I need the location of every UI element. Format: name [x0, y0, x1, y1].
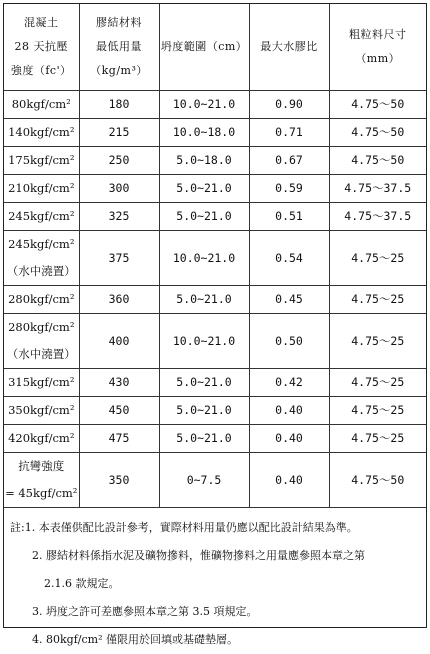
note-4: 4. 80kgf/cm² 僅限用於回填或基礎墊層。: [32, 632, 238, 646]
cell-slump: 5.0~21.0: [159, 368, 249, 396]
cell-wb-ratio: 0.40: [249, 452, 329, 507]
cell-aggregate: 4.75～25: [329, 396, 426, 424]
table-row: [4, 313, 426, 368]
cell-slump: 5.0~21.0: [159, 396, 249, 424]
cell-wb-ratio: 0.67: [249, 146, 329, 174]
table-row: [4, 368, 426, 396]
table-row: [4, 285, 426, 313]
table-row: [4, 90, 426, 118]
cell-aggregate: 4.75～25: [329, 313, 426, 368]
cell-slump: 10.0~21.0: [159, 313, 249, 368]
header-strength: 混凝土 28 天抗壓 強度（fc'）: [4, 4, 79, 90]
cell-aggregate: 4.75～50: [329, 146, 426, 174]
cell-binder: 250: [79, 146, 159, 174]
cell-binder: 450: [79, 396, 159, 424]
cell-wb-ratio: 0.42: [249, 368, 329, 396]
table-row: [4, 118, 426, 146]
cell-strength: 280kgf/cm² （水中澆置）: [4, 313, 79, 368]
cell-binder: 360: [79, 285, 159, 313]
table-row: [4, 174, 426, 202]
cell-aggregate: 4.75～50: [329, 452, 426, 507]
cell-wb-ratio: 0.71: [249, 118, 329, 146]
cell-aggregate: 4.75～25: [329, 285, 426, 313]
cell-binder: 375: [79, 230, 159, 285]
note-1: 註:1. 本表僅供配比設計參考，實際材料用量仍應以配比設計結果為準。: [10, 520, 358, 534]
cell-strength: 210kgf/cm²: [4, 174, 79, 202]
cell-aggregate: 4.75～25: [329, 368, 426, 396]
header-wb-ratio: 最大水膠比: [249, 4, 329, 90]
cell-slump: 5.0~18.0: [159, 146, 249, 174]
cell-binder: 180: [79, 90, 159, 118]
cell-binder: 215: [79, 118, 159, 146]
table-row: [4, 396, 426, 424]
cell-strength: 350kgf/cm²: [4, 396, 79, 424]
cell-wb-ratio: 0.50: [249, 313, 329, 368]
cell-aggregate: 4.75～25: [329, 424, 426, 452]
cell-strength: 315kgf/cm²: [4, 368, 79, 396]
cell-binder: 400: [79, 313, 159, 368]
cell-slump: 10.0~18.0: [159, 118, 249, 146]
cell-strength: 420kgf/cm²: [4, 424, 79, 452]
cell-strength: 245kgf/cm²: [4, 202, 79, 230]
spec-sheet: [3, 3, 427, 646]
concrete-mix-table: [4, 4, 426, 508]
cell-aggregate: 4.75～50: [329, 118, 426, 146]
table-body: [4, 90, 426, 507]
header-row: [4, 4, 426, 90]
cell-aggregate: 4.75～50: [329, 90, 426, 118]
note-3: 3. 坍度之許可差應參照本章之第 3.5 項規定。: [32, 604, 258, 618]
header-aggregate: 粗粒料尺寸 （mm）: [329, 4, 426, 90]
cell-binder: 430: [79, 368, 159, 396]
cell-wb-ratio: 0.45: [249, 285, 329, 313]
cell-wb-ratio: 0.54: [249, 230, 329, 285]
cell-binder: 325: [79, 202, 159, 230]
header-binder: 膠結材料 最低用量 （kg/m³）: [79, 4, 159, 90]
cell-binder: 300: [79, 174, 159, 202]
table-row: [4, 452, 426, 507]
cell-aggregate: 4.75～37.5: [329, 202, 426, 230]
cell-strength: 175kgf/cm²: [4, 146, 79, 174]
cell-wb-ratio: 0.59: [249, 174, 329, 202]
cell-binder: 350: [79, 452, 159, 507]
cell-slump: 5.0~21.0: [159, 424, 249, 452]
cell-slump: 0~7.5: [159, 452, 249, 507]
cell-wb-ratio: 0.51: [249, 202, 329, 230]
cell-slump: 10.0~21.0: [159, 230, 249, 285]
note-2-cont: 2.1.6 款規定。: [44, 576, 120, 590]
cell-strength: 245kgf/cm² （水中澆置）: [4, 230, 79, 285]
cell-aggregate: 4.75～25: [329, 230, 426, 285]
table-row: [4, 230, 426, 285]
cell-binder: 475: [79, 424, 159, 452]
cell-slump: 5.0~21.0: [159, 202, 249, 230]
table-row: [4, 424, 426, 452]
note-2: 2. 膠結材料係指水泥及礦物摻料，惟礦物摻料之用量應參照本章之第: [32, 548, 365, 562]
table-row: [4, 146, 426, 174]
cell-strength: 抗彎強度 = 45kgf/cm²: [4, 452, 79, 507]
header-slump: 坍度範圍（cm）: [159, 4, 249, 90]
cell-strength: 80kgf/cm²: [4, 90, 79, 118]
table-row: [4, 202, 426, 230]
cell-wb-ratio: 0.90: [249, 90, 329, 118]
cell-strength: 140kgf/cm²: [4, 118, 79, 146]
cell-strength: 280kgf/cm²: [4, 285, 79, 313]
cell-aggregate: 4.75～37.5: [329, 174, 426, 202]
cell-wb-ratio: 0.40: [249, 396, 329, 424]
cell-wb-ratio: 0.40: [249, 424, 329, 452]
cell-slump: 5.0~21.0: [159, 285, 249, 313]
cell-slump: 10.0~21.0: [159, 90, 249, 118]
cell-slump: 5.0~21.0: [159, 174, 249, 202]
